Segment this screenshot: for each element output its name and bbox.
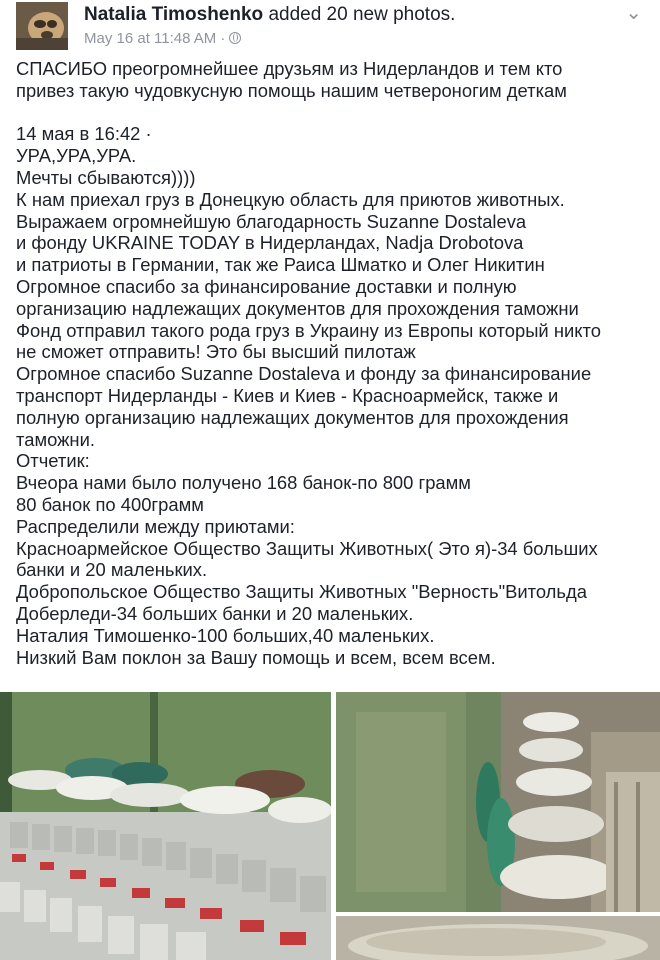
- post-action: added 20 new photos.: [268, 4, 456, 25]
- photo-bowls-on-ground[interactable]: [336, 692, 660, 912]
- post-text-line: Наталия Тимошенко-100 больших,40 маленьких.: [16, 624, 435, 646]
- post-text-line: СПАСИБО преогромнейшее друзьям из Нидерландов и тем кто: [16, 58, 563, 79]
- photo-bowl-closeup[interactable]: [336, 916, 660, 960]
- post-text-line: не сможет отправить! Это бы высший пилотаж: [16, 341, 416, 363]
- post-text-line: Красноармейское Общество Защиты Животных( Это я)-34 больших: [16, 537, 598, 559]
- post-body: [16, 58, 652, 668]
- post-text-line: транспорт Нидерланды - Киев и Киев - Красноармейск, также и: [16, 384, 559, 406]
- post-text-line: Огромное спасибо за финансирование доставки и полную: [16, 275, 517, 297]
- post-text-line: К нам приехал груз в Донецкую область для приютов животных.: [16, 188, 565, 210]
- author-name[interactable]: Natalia Timoshenko: [84, 4, 264, 25]
- photo-cans-and-bowls[interactable]: [0, 692, 331, 960]
- post-text-line: Вчеора нами было получено 168 банок-по 800 грамм: [16, 472, 471, 494]
- post-text-line: Фонд отправил такого рода груз в Украину из Европы который никто: [16, 319, 601, 341]
- meta-separator: ·: [220, 30, 226, 47]
- post-meta: [84, 30, 241, 47]
- avatar-image: [16, 2, 68, 50]
- post-text-line: 80 банок по 400грамм: [16, 493, 204, 515]
- avatar[interactable]: [16, 2, 68, 50]
- post-text-line: Мечты сбываются)))): [16, 166, 196, 188]
- post-text-line: полную организацию надлежащих документов для прохождения: [16, 406, 569, 428]
- post-text-line: Распределили между приютами:: [16, 515, 295, 537]
- post-text-line: Доберледи-34 больших банки и 20 маленьких.: [16, 602, 414, 624]
- post-text-line: и патриоты в Германии, так же Раиса Шматко и Олег Никитин: [16, 254, 545, 276]
- post-text-line: [16, 102, 652, 124]
- post-text-line: и фонду UKRAINE TODAY в Нидерландах, Nadja Drobotova: [16, 232, 524, 254]
- chevron-down-icon[interactable]: ⌄: [625, 2, 642, 24]
- post-text-line: привез такую чудовкусную помощь нашим четвероногим деткам: [16, 79, 567, 101]
- post-text-line: 14 мая в 16:42 ·: [16, 123, 152, 145]
- post-text-line: Низкий Вам поклон за Вашу помощь и всем, всем всем.: [16, 646, 496, 668]
- post-text-line: таможни.: [16, 428, 95, 450]
- post-text-line: банки и 20 маленьких.: [16, 559, 208, 581]
- post-header: [0, 0, 660, 62]
- post-title: [84, 4, 455, 26]
- photo-grid: [0, 692, 660, 960]
- post-text-line: организацию надлежащих документов для прохождения таможни: [16, 297, 579, 319]
- post-text-line: Огромное спасибо Suzanne Dostaleva и фонду за финансирование: [16, 363, 592, 385]
- post-timestamp[interactable]: May 16 at 11:48 AM: [84, 30, 217, 47]
- post-text-line: Добропольское Общество Защиты Животных "Верность"Витольда: [16, 581, 587, 603]
- globe-icon[interactable]: [229, 32, 241, 44]
- post-text-line: УРА,УРА,УРА.: [16, 145, 137, 167]
- post-text-line: Отчетик:: [16, 450, 90, 472]
- post-text-line: Выражаем огромнейшую благодарность Suzanne Dostaleva: [16, 210, 527, 232]
